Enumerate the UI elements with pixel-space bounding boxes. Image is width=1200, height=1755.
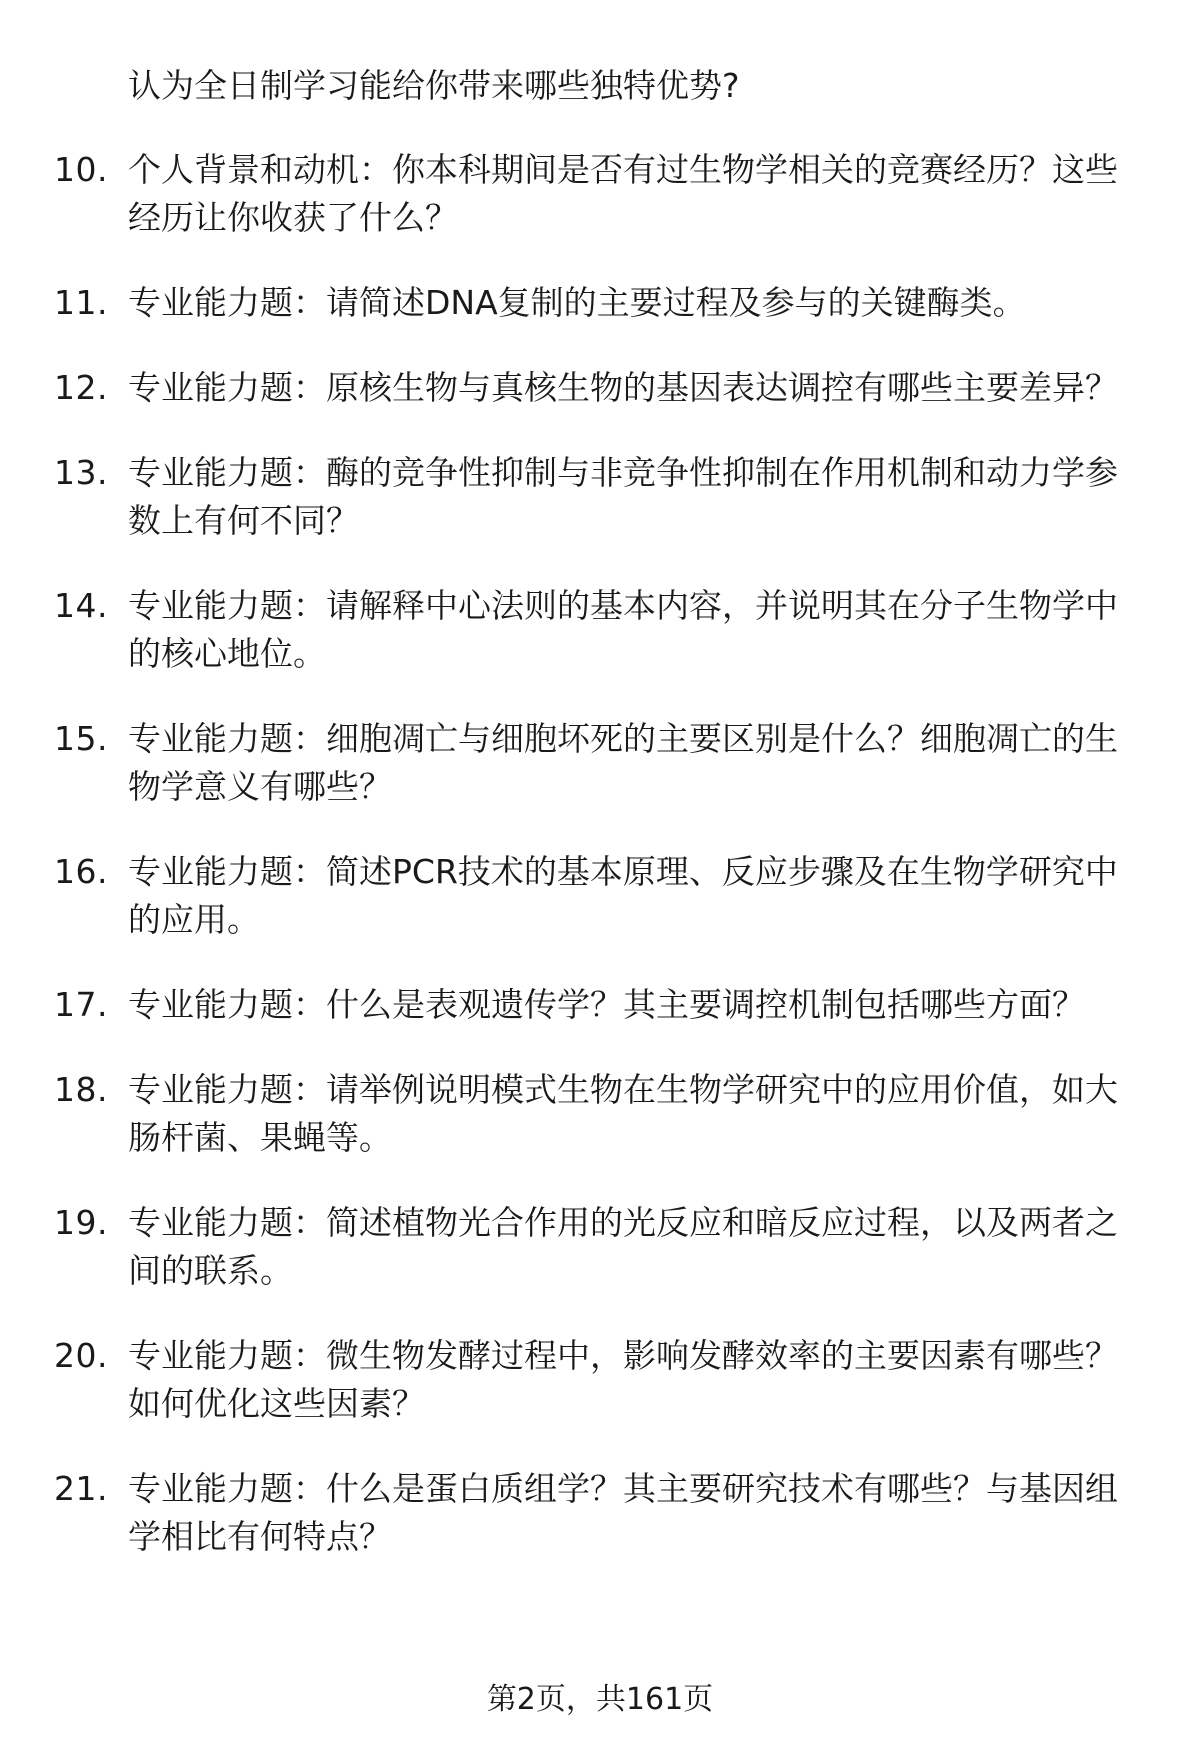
question-number: 20. [54, 1336, 108, 1375]
question-item [0, 364, 1200, 412]
question-text: 专业能力题：细胞凋亡与细胞坏死的主要区别是什么？细胞凋亡的生物学意义有哪些？ [128, 719, 1118, 806]
question-text: 专业能力题：请解释中心法则的基本内容，并说明其在分子生物学中的核心地位。 [128, 586, 1118, 673]
question-text: 专业能力题：简述PCR技术的基本原理、反应步骤及在生物学研究中的应用。 [128, 852, 1118, 939]
question-number: 12. [54, 368, 108, 407]
question-item [0, 848, 1200, 944]
question-item [0, 449, 1200, 545]
question-text: 专业能力题：微生物发酵过程中，影响发酵效率的主要因素有哪些？如何优化这些因素？ [128, 1336, 1118, 1423]
question-number: 13. [54, 453, 108, 492]
question-text: 专业能力题：酶的竞争性抑制与非竞争性抑制在作用机制和动力学参数上有何不同？ [128, 453, 1118, 540]
question-item [0, 1465, 1200, 1561]
question-number: 10. [54, 150, 108, 189]
question-number: 19. [54, 1203, 108, 1242]
question-number: 18. [54, 1070, 108, 1109]
question-number: 11. [54, 283, 108, 322]
question-text: 专业能力题：请简述DNA复制的主要过程及参与的关键酶类。 [128, 283, 1026, 322]
question-text: 专业能力题：简述植物光合作用的光反应和暗反应过程，以及两者之间的联系。 [128, 1203, 1118, 1290]
question-text: 专业能力题：原核生物与真核生物的基因表达调控有哪些主要差异？ [128, 368, 1118, 407]
question-number: 17. [54, 985, 108, 1024]
question-item [0, 146, 1200, 242]
question-list [0, 146, 1200, 1598]
question-number: 21. [54, 1469, 108, 1508]
question-text: 专业能力题：什么是表观遗传学？其主要调控机制包括哪些方面？ [128, 985, 1085, 1024]
question-text: 专业能力题：什么是蛋白质组学？其主要研究技术有哪些？与基因组学相比有何特点？ [128, 1469, 1118, 1556]
question-item [0, 1199, 1200, 1295]
question-item [0, 279, 1200, 327]
question-text: 专业能力题：请举例说明模式生物在生物学研究中的应用价值，如大肠杆菌、果蝇等。 [128, 1070, 1118, 1157]
question-item [0, 582, 1200, 678]
question-number: 16. [54, 852, 108, 891]
question-number: 14. [54, 586, 108, 625]
question-item [0, 981, 1200, 1029]
question-text: 个人背景和动机：你本科期间是否有过生物学相关的竞赛经历？这些经历让你收获了什么？ [128, 150, 1118, 237]
question-number: 15. [54, 719, 108, 758]
question-item [0, 1332, 1200, 1428]
question-continuation: 认为全日制学习能给你带来哪些独特优势? [128, 66, 740, 105]
question-item [0, 715, 1200, 811]
question-item [0, 1066, 1200, 1162]
page-footer: 第2页，共161页 [486, 1682, 714, 1717]
